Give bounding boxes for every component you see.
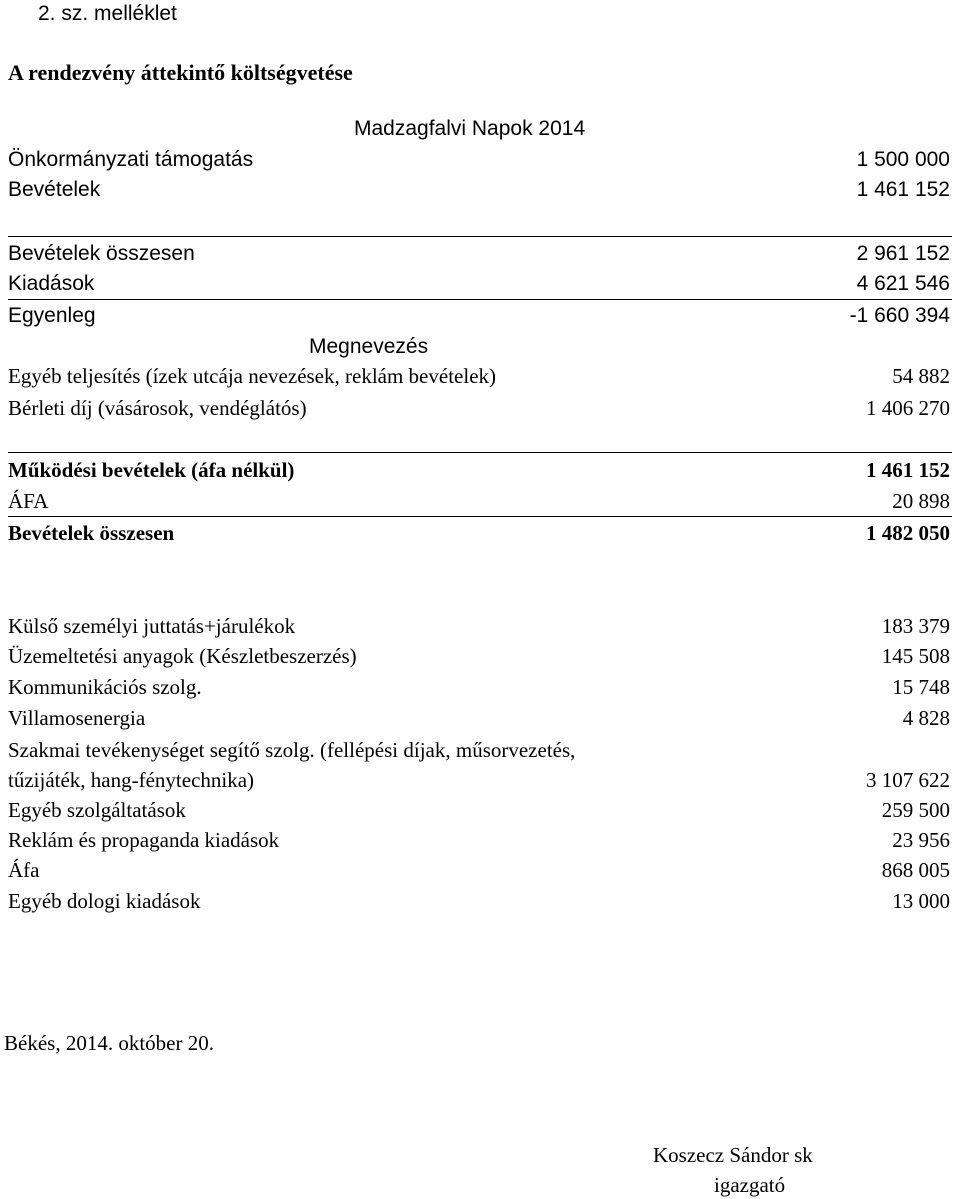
- summary-row: [8, 148, 950, 174]
- annex-label: 2. sz. melléklet: [38, 2, 177, 25]
- income-label: Bérleti díj (vásárosok, vendéglátós): [8, 396, 307, 420]
- expense-label: Egyéb dologi kiadások: [8, 889, 201, 913]
- income-total-label: Működési bevételek (áfa nélkül): [8, 458, 295, 482]
- summary-label: Bevételek összesen: [8, 242, 195, 265]
- expense-row: [8, 675, 950, 701]
- expense-label: tűzijáték, hang-fénytechnika): [8, 768, 255, 792]
- expense-value: 4 828: [902, 706, 950, 730]
- summary-row: [8, 272, 950, 298]
- summary-value: 4 621 546: [856, 272, 950, 295]
- expense-value: 145 508: [881, 644, 950, 668]
- income-value: 1 406 270: [866, 396, 950, 420]
- place-date: Békés, 2014. október 20.: [4, 1031, 214, 1055]
- signature-title: igazgató: [714, 1173, 786, 1197]
- income-total-value: 1 482 050: [866, 521, 950, 545]
- income-total-label: ÁFA: [8, 489, 49, 513]
- summary-row: [8, 304, 950, 330]
- expense-value: 3 107 622: [866, 768, 950, 792]
- summary-label: Egyenleg: [8, 304, 96, 327]
- divider: [8, 299, 952, 300]
- expense-label: Reklám és propaganda kiadások: [8, 828, 280, 852]
- expense-label: Villamosenergia: [8, 706, 146, 730]
- divider: [8, 452, 952, 453]
- expense-value: 15 748: [892, 675, 950, 699]
- summary-label: Kiadások: [8, 272, 95, 295]
- income-total-label: Bevételek összesen: [8, 521, 175, 545]
- expense-value: 183 379: [881, 614, 950, 638]
- summary-value: 1 500 000: [856, 148, 950, 171]
- expense-label: Szakmai tevékenységet segítő szolg. (fellépési díjak, műsorvezetés,: [8, 738, 576, 762]
- expense-row: [8, 614, 950, 640]
- divider: [8, 516, 952, 517]
- expense-label: Kommunikációs szolg.: [8, 675, 202, 699]
- expense-row: [8, 738, 950, 764]
- expense-label: Külső személyi juttatás+járulékok: [8, 614, 296, 638]
- income-row: [8, 364, 950, 390]
- expense-row: [8, 828, 950, 854]
- expense-row: [8, 644, 950, 670]
- summary-row: [8, 242, 950, 268]
- income-value: 54 882: [892, 364, 950, 388]
- expense-row: [8, 798, 950, 824]
- summary-label: Bevételek: [8, 178, 101, 201]
- summary-value: 2 961 152: [856, 242, 950, 265]
- divider: [8, 236, 952, 237]
- expense-value: 23 956: [892, 828, 950, 852]
- expense-value: 868 005: [881, 858, 950, 882]
- expense-label: Egyéb szolgáltatások: [8, 798, 186, 822]
- expense-row: [8, 706, 950, 732]
- income-label: Egyéb teljesítés (ízek utcája nevezések, reklám bevételek): [8, 364, 497, 388]
- income-total-value: 20 898: [892, 489, 950, 513]
- summary-value: -1 660 394: [849, 304, 950, 327]
- event-name: Madzagfalvi Napok 2014: [354, 117, 586, 140]
- expense-value: 13 000: [892, 889, 950, 913]
- expense-row: [8, 858, 950, 884]
- income-column-header: Megnevezés: [309, 335, 429, 358]
- expense-label: Áfa: [8, 858, 40, 882]
- expense-value: 259 500: [881, 798, 950, 822]
- summary-value: 1 461 152: [856, 178, 950, 201]
- summary-row: [8, 178, 950, 204]
- income-total-row: [8, 489, 950, 515]
- income-total-row: [8, 458, 950, 484]
- income-total-value: 1 461 152: [866, 458, 950, 482]
- summary-label: Önkormányzati támogatás: [8, 148, 254, 171]
- expense-row: [8, 889, 950, 915]
- expense-label: Üzemeltetési anyagok (Készletbeszerzés): [8, 644, 357, 668]
- income-total-row: [8, 521, 950, 547]
- page-title: A rendezvény áttekintő költségvetése: [8, 60, 353, 85]
- income-row: [8, 396, 950, 422]
- expense-row: [8, 768, 950, 794]
- signature-name: Koszecz Sándor sk: [653, 1143, 813, 1167]
